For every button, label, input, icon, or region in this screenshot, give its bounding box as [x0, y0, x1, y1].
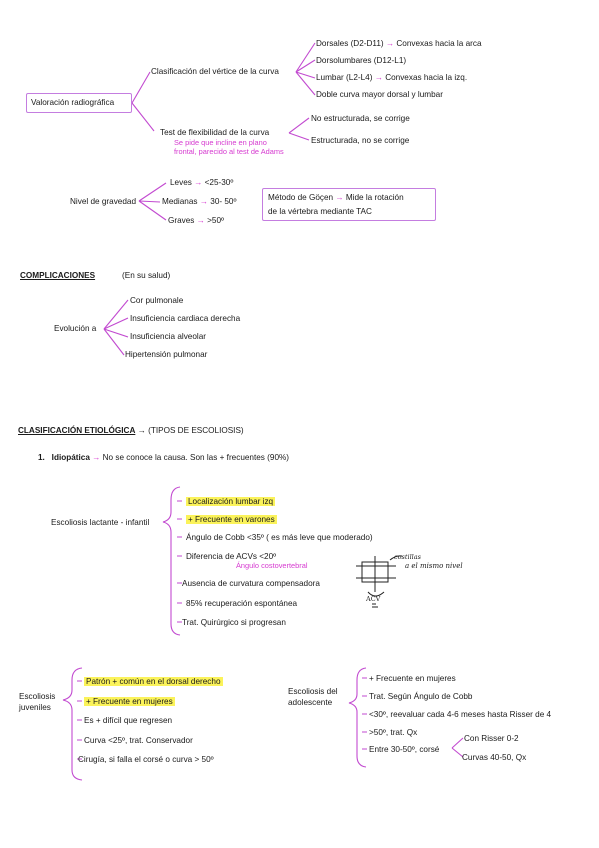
lactante-item: Trat. Quirúrgico si progresan	[182, 618, 286, 627]
test-note-1: Se pide que incline en plano	[174, 138, 267, 147]
medianas-row	[162, 196, 236, 207]
complicacion-item: Insuficiencia alveolar	[130, 332, 207, 341]
adolescente-root-2: adolescente	[288, 698, 333, 707]
adolescente-item: Trat. Según Ángulo de Cobb	[369, 692, 473, 701]
lactante-item: Ángulo de Cobb <35º ( es más leve que moderado)	[186, 533, 373, 542]
lactante-item: 85% recuperación espontánea	[186, 599, 298, 608]
clasificacion-heading	[18, 425, 244, 436]
leves-value: <25-30º	[204, 178, 234, 187]
arrow-icon: →	[196, 216, 205, 225]
arrow-icon: →	[385, 39, 395, 48]
medianas-label: Medianas	[162, 197, 198, 206]
adolescente-item: Entre 30-50º, corsé	[369, 745, 440, 754]
juveniles-item: Cirugía, si falla el corsé o curva > 50º	[78, 755, 214, 764]
sketch-label-nivel: a el mismo nivel	[405, 562, 463, 570]
adolescente-item: + Frecuente en mujeres	[369, 674, 456, 683]
arrow-icon: →	[137, 426, 146, 435]
adolescente-sub: Con Risser 0-2	[464, 734, 519, 743]
gocen-line-2: de la vértebra mediante TAC	[268, 207, 372, 216]
test-note-2: frontal, parecido al test de Adams	[174, 147, 284, 156]
arrow-icon: →	[374, 73, 383, 82]
lactante-item: + Frecuente en varones	[188, 515, 275, 524]
dorsales-row	[316, 38, 482, 49]
evolucion-root: Evolución a	[54, 324, 97, 333]
graves-row	[168, 215, 224, 226]
gocen-desc: Mide la rotación	[345, 193, 404, 202]
no-estructurada: No estructurada, se corrige	[311, 114, 410, 123]
lactante-item: Ausencia de curvatura compensadora	[182, 579, 320, 588]
gocen-line-1	[268, 192, 404, 203]
dorsales-label: Dorsales (D2-D11)	[316, 39, 384, 48]
idiopatica-desc: No se conoce la causa. Son las + frecuentes (90%)	[102, 453, 290, 462]
dorsolumbares-label: Dorsolumbares (D12-L1)	[316, 56, 407, 65]
test-flexibilidad: Test de flexibilidad de la curva	[160, 128, 270, 137]
adolescente-item: >50º, trat. Qx	[369, 728, 418, 737]
leves-label: Leves	[170, 178, 192, 187]
arrow-icon: →	[335, 193, 344, 202]
juveniles-item: Es + difícil que regresen	[84, 716, 173, 725]
juveniles-item: Patrón + común en el dorsal derecho	[86, 677, 221, 686]
arrow-icon: →	[199, 197, 208, 206]
medianas-value: 30- 50º	[210, 197, 237, 206]
adolescente-sub: Curvas 40-50, Qx	[462, 753, 527, 762]
adolescente-item: <30º, reevaluar cada 4-6 meses hasta Risser de 4	[369, 710, 552, 719]
complicaciones-subtitle: (En su salud)	[122, 271, 171, 280]
item-number: 1.	[38, 453, 45, 462]
lactante-item: Diferencia de ACVs <20º	[186, 552, 277, 561]
lumbar-label: Lumbar (L2-L4)	[316, 73, 373, 82]
complicacion-item: Insuficiencia cardiaca derecha	[130, 314, 241, 323]
idiopatica-label: Idiopática	[51, 453, 90, 462]
graves-value: >50º	[207, 216, 225, 225]
estructurada: Estructurada, no se corrige	[311, 136, 410, 145]
complicacion-item: Cor pulmonale	[130, 296, 184, 305]
juveniles-root-1: Escoliosis	[19, 692, 56, 701]
acv-note: Ángulo costovertebral	[236, 561, 308, 570]
lactante-item: Localización lumbar izq	[188, 497, 274, 506]
doble-curva: Doble curva mayor dorsal y lumbar	[316, 90, 443, 99]
sketch-label-acv: ACV	[366, 595, 381, 603]
complicacion-item: Hipertensión pulmonar	[125, 350, 208, 359]
adolescente-root-1: Escoliosis del	[288, 687, 338, 696]
lumbar-row	[316, 72, 467, 83]
juveniles-root-2: juveniles	[19, 703, 51, 712]
clasificacion-title: CLASIFICACIÓN ETIOLÓGICA	[18, 426, 136, 435]
clasificacion-vertice: Clasificación del vértice de la curva	[151, 67, 279, 76]
gocen-method: Método de Göçen	[268, 193, 334, 202]
arrow-icon: →	[194, 178, 203, 187]
sketch-label-costillas: costillas	[394, 553, 421, 561]
leves-row	[170, 177, 233, 188]
arrow-icon: →	[92, 453, 101, 462]
complicaciones-title: COMPLICACIONES	[20, 271, 96, 280]
juveniles-item: + Frecuente en mujeres	[86, 697, 173, 706]
idiopatica-row	[38, 452, 289, 463]
clasificacion-subtitle: (TIPOS DE ESCOLIOSIS)	[148, 426, 244, 435]
valoracion-root: Valoración radiográfica	[31, 98, 115, 107]
gravedad-root: Nivel de gravedad	[70, 197, 136, 206]
graves-label: Graves	[168, 216, 195, 225]
lumbar-result: Convexas hacia la izq.	[385, 73, 468, 82]
lactante-root: Escoliosis lactante - infantil	[51, 518, 150, 527]
juveniles-item: Curva <25º, trat. Conservador	[84, 736, 193, 745]
dorsales-result: Convexas hacia la arca	[396, 39, 482, 48]
